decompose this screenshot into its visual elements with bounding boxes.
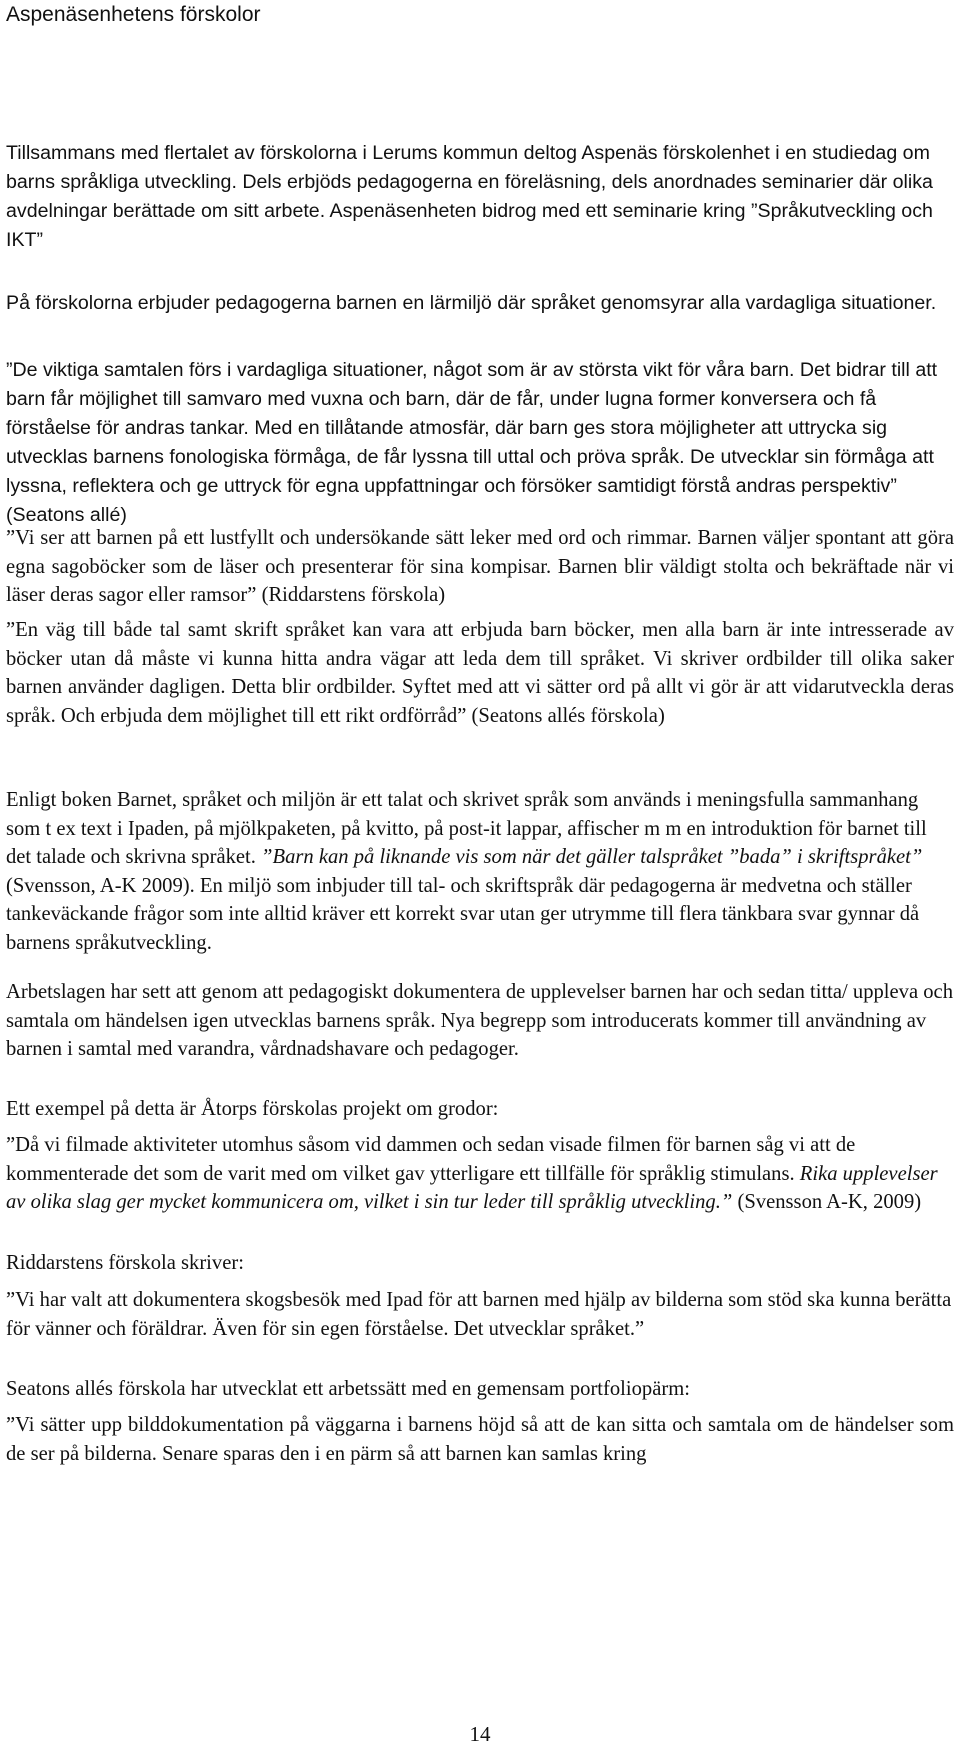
quote-atorp-text-a: ”Då vi filmade aktiviteter utomhus såsom vid dammen och sedan visade filmen för barnen såg vi att de kommenterade det som de varit med om vilket gav ytterligare ett tillfälle för språklig stimulans. xyxy=(6,1134,856,1185)
paragraph-riddarsten-intro: Riddarstens förskola skriver: xyxy=(6,1252,244,1274)
quote-riddarsten: ”Vi ser att barnen på ett lustfyllt och undersökande sätt leker med ord och rimmar. Barnen väljer spontant att göra egna sagoböcker som de läser och presenterar för sina kompisar. Barnen blir väldigt stolta och bekräftade när vi läser deras sagor eller ramsor” (Riddarstens förskola) xyxy=(6,527,954,606)
paragraph-intro: Tillsammans med flertalet av förskolorna i Lerums kommun deltog Aspenäs förskolenhet i en studiedag om barns språkliga utveckling. Dels erbjöds pedagogerna en föreläsning, dels anordnades seminarier där olika avdelningar berättade om sitt arbete. Aspenäsenheten bidrog med ett seminarie kring ”Språkutveckling och IKT” xyxy=(6,142,933,251)
paragraph-learning-environment: På förskolorna erbjuder pedagogerna barnen en lärmiljö där språket genomsyrar alla vardagliga situationer. xyxy=(6,292,937,314)
paragraph-barnet-text-c: (Svensson, A-K 2009). En miljö som inbjuder till tal- och skriftspråk där pedagogerna är medvetna och ställer tankeväckande frågor som inte alltid kräver ett korrekt svar utan ger utrymme till flera tänkbara svar gynnar då barnens språkutveckling. xyxy=(6,874,920,954)
paragraph-barnet-text-a: Enligt boken Barnet, språket och miljön är ett talat och skrivet språk som används i meningsfulla sammanhang som t ex text i Ipaden, på mjölkpaketen, på kvitto, på post-it lappar, affischer m m en introduktion för barnet till det talade och skrivna språket. xyxy=(6,789,927,868)
quote-atorp xyxy=(6,1131,954,1217)
quote-riddarsten-ipad: ”Vi har valt att dokumentera skogsbesök med Ipad för att barnen med hjälp av bilderna som stöd ska kunna berätta för vänner och föräldrar. Även för sin egen förståelse. Det utvecklar språket.” xyxy=(6,1289,952,1340)
paragraph-atorp-intro: Ett exempel på detta är Åtorps förskolas projekt om grodor: xyxy=(6,1098,499,1120)
page-number: 14 xyxy=(469,1722,491,1746)
paragraph-pedagogisk-dokumentation: Arbetslagen har sett att genom att pedagogiskt dokumentera de upplevelser barnen har och sedan titta/ uppleva och samtala om händelsen igen utvecklas barnens språk. Nya begrepp som introducerats kommer till användning av barnen i samtal med varandra, vårdnadshavare och pedagoger. xyxy=(6,981,953,1060)
quote-seatons-alle xyxy=(6,356,954,530)
paragraph-barnet-quote: ”Barn kan på liknande vis som när det gäller talspråket ”bada” i skriftspråket” xyxy=(261,846,923,868)
paragraph-barnet-spraket-miljon xyxy=(6,786,954,957)
quote-seatons-alle-text: ”De viktiga samtalen förs i vardagliga situationer, något som är av största vikt för våra barn. Det bidrar till att barn får möjlighet till samvaro med vuxna och barn, där de får, under lugna former konversera och få förståelse för andras tankar. Med en tillåtande atmosfär, där barn ges stora möjligheter att uttrycka sig utvecklas barnens fonologiska förmåga, de får lyssna till uttal och pröva språk. De utvecklar sin förmåga att lyssna, reflektera och ge uttryck för egna uppfattningar och försöker samtidigt förstå andras perspektiv” (Seatons allé) xyxy=(6,359,938,526)
page-title: Aspenäsenhetens förskolor xyxy=(6,3,261,26)
paragraph-seatons-portfolio-intro: Seatons allés förskola har utvecklat ett arbetssätt med en gemensam portfoliopärm: xyxy=(6,1378,690,1400)
quote-atorp-italic: Rika upplevelser av olika slag ger mycket kommunicera om, vilket i sin tur leder till språklig utveckling.” xyxy=(6,1162,938,1213)
quote-seatons-portfolio: ”Vi sätter upp bilddokumentation på väggarna i barnens höjd så att de kan sitta och samtala om de händelser som de ser på bilderna. Senare sparas den i en pärm så att barnen kan samlas kring xyxy=(6,1414,954,1465)
quote-atorp-citation: (Svensson A-K, 2009) xyxy=(732,1191,922,1213)
quote-seatons-alles-forskola: ”En väg till både tal samt skrift språket kan vara att erbjuda barn böcker, men alla barn är inte intresserade av böcker utan då måste vi kunna hitta andra vägar att leda dem till språket. Vi skriver ordbilder till olika saker barnen använder dagligen. Detta blir ordbilder. Syftet med att vi sätter ord på allt vi gör är att vidarutveckla deras språk. Och erbjuda dem möjlighet till ett rikt ordförråd” (Seatons allés förskola) xyxy=(6,619,954,727)
